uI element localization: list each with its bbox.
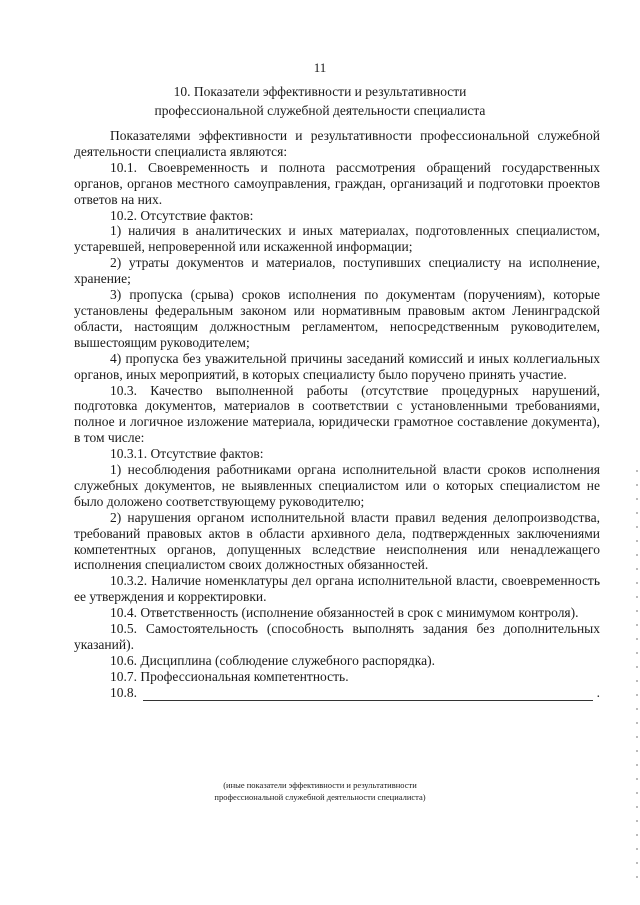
footnote bbox=[0, 779, 640, 803]
paragraph-10-3: 10.3. Качество выполненной работы (отсутствие процедурных нарушений, подготовка документов, материалов в соответствии с установленными требованиями, полное и логичное изложение материала, юридически грамотное составление документа), в том числе: bbox=[74, 382, 600, 446]
paragraph-10-3-1-item-1: 1) несоблюдения работниками органа исполнительной власти сроков исполнения служебных документов, не выявленных специалистом или о которых специалистом не было доложено соответствующему руководителю; bbox=[74, 462, 600, 509]
paragraph-10-3-1: 10.3.1. Отсутствие фактов: bbox=[110, 446, 264, 462]
paragraph-10-3-1-item-2: 2) нарушения органом исполнительной власти правил ведения делопроизводства, требований правовых актов в области архивного дела, подтвержденных заключениями компетентных органов, допущенных вследствие неисполнения или ненадлежащего исполнения специалистом своих должностных обязанностей. bbox=[74, 509, 600, 573]
footnote-line-2: профессиональной служебной деятельности специалиста) bbox=[214, 792, 426, 802]
paragraph-10-2-item-3: 3) пропуска (срыва) сроков исполнения по документам (поручениям), которые установлены федеральным законом или нормативным правовым актом Ленинградской области, настоящим должностным регламентом, непосредственным руководителем, вышестоящим руководителем; bbox=[74, 287, 600, 350]
item-10-8-number: 10.8. bbox=[110, 684, 137, 700]
paragraph-10-2-item-1: 1) наличия в аналитических и иных материалах, подготовленных специалистом, устаревшей, непроверенной или искаженной информации; bbox=[74, 223, 600, 255]
paragraph-10-2-item-4: 4) пропуска без уважительной причины заседаний комиссий и иных коллегиальных органов, иных мероприятий, в которых специалисту было поручено принять участие. bbox=[74, 350, 600, 382]
page-number: 11 bbox=[313, 60, 327, 75]
blank-fill-line bbox=[143, 688, 593, 701]
paragraph-10-7: 10.7. Профессиональная компетентность. bbox=[110, 668, 349, 684]
paragraph-10-1: 10.1. Своевременность и полнота рассмотрения обращений государственных органов, органов местного самоуправления, граждан, организаций и подготовки проектов ответов на них. bbox=[74, 159, 600, 207]
section-title bbox=[0, 82, 640, 120]
section-title-line-1: 10. Показатели эффективности и результативности bbox=[173, 84, 467, 99]
item-10-8-end: . bbox=[596, 684, 600, 700]
paragraph-10-8 bbox=[74, 685, 600, 701]
section-title-line-2: профессиональной служебной деятельности специалиста bbox=[154, 103, 486, 118]
scan-edge-marks bbox=[636, 470, 638, 890]
paragraph-10-5: 10.5. Самостоятельность (способность выполнять задания без дополнительных указаний). bbox=[74, 621, 600, 652]
footnote-line-1: (иные показатели эффективности и результативности bbox=[223, 780, 417, 790]
paragraph-10-4: 10.4. Ответственность (исполнение обязанностей в срок с минимумом контроля). bbox=[110, 605, 579, 621]
document-body bbox=[74, 128, 600, 701]
paragraph-intro: Показателями эффективности и результативности профессиональной служебной деятельности специалиста являются: bbox=[74, 128, 600, 159]
paragraph-10-6: 10.6. Дисциплина (соблюдение служебного распорядка). bbox=[110, 652, 435, 668]
paragraph-10-2: 10.2. Отсутствие фактов: bbox=[110, 207, 254, 223]
paragraph-10-3-2: 10.3.2. Наличие номенклатуры дел органа исполнительной власти, своевременность ее утверждения и корректировки. bbox=[74, 573, 600, 605]
paragraph-10-2-item-2: 2) утраты документов и материалов, поступивших специалисту на исполнение, хранение; bbox=[74, 255, 600, 287]
